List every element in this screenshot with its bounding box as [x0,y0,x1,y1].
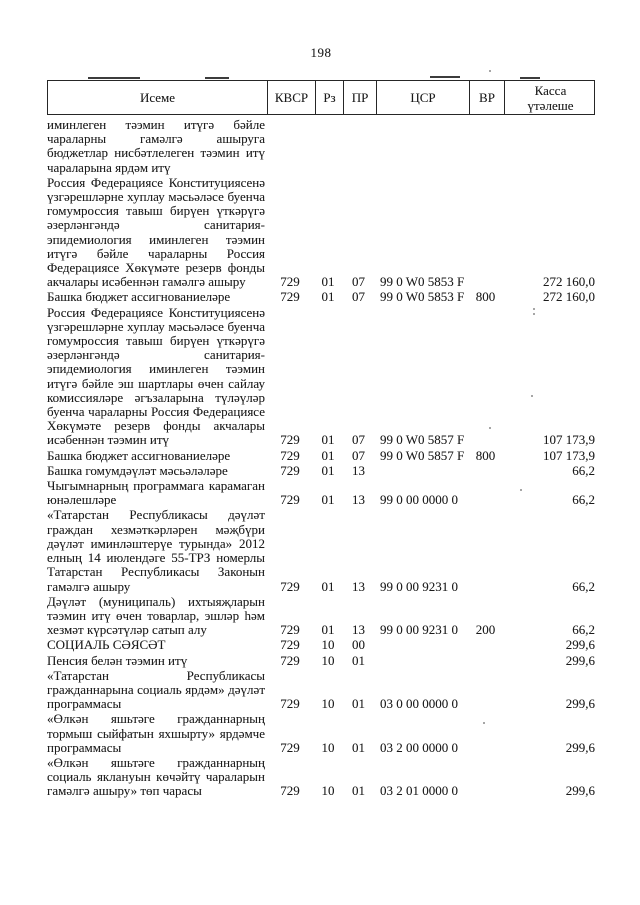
table-body [47,115,595,799]
table-row [47,712,595,755]
row-csr-code: 99 0 00 9231 0 [380,622,458,638]
row-vr-code [468,652,503,653]
row-vr-code [468,710,503,711]
row-pr-code: 07 [352,447,365,463]
table-row [47,464,595,478]
row-vr-code [468,174,503,175]
col-header-csr: ЦСР [376,81,469,114]
table-row [47,654,595,668]
row-kassa-value: 299,6 [565,783,595,799]
row-kvsr-code: 729 [280,578,300,594]
row-rz-code [314,174,342,175]
table-row [47,118,595,175]
row-name: Башка бюджет ассигнованиеләре [47,447,231,463]
row-kassa-value: 66,2 [572,462,595,478]
scan-dash [430,76,460,78]
row-pr-code: 07 [352,274,365,290]
row-pr-code: 13 [352,622,365,638]
row-name: Башка бюджет ассигнованиеләре [47,289,231,305]
row-kvsr-code: 729 [280,289,300,305]
row-kassa-value: 107 173,9 [543,432,595,448]
row-vr-code [468,593,503,594]
col-header-kvsr: КВСР [267,81,315,114]
table-row [47,290,595,304]
row-name: Дәүләт (муниципаль) ихтыяҗларын тәэмин итү өчен товарлар, эшләр һәм хезмәт күрсәтүләр сатып алу [47,593,265,638]
row-pr-code: 07 [352,289,365,305]
row-vr-code [468,754,503,755]
row-pr-code: 01 [352,783,365,799]
table-row [47,306,595,448]
row-name: Башка гомумдәүләт мәсьәләләре [47,462,228,478]
scan-dash [205,77,229,79]
row-kvsr-code: 729 [280,462,300,478]
row-rz-code: 10 [321,739,335,755]
table-row [47,449,595,463]
row-kvsr-code [266,174,314,175]
row-kassa-value: 299,6 [565,637,595,653]
row-rz-code: 01 [321,289,335,305]
row-kvsr-code: 729 [280,622,300,638]
row-kassa-value: 66,2 [572,492,595,508]
row-name: Россия Федерациясе Конституциясенә үзгәрешләрне хуплау мәсьәләсе буенча гомумроссия тавыш бирүен үткәрүгә әзерләнгәндә санитария-эпидемиология иминлеген тәэмин итүгә бәйле чараларны Россия Федерациясе Хөкүмәте резерв фонды акчалары исәбеннән гамәлгә ашыру [47,174,265,290]
row-kassa-value: 299,6 [565,652,595,668]
row-vr-code [468,477,503,478]
row-csr-code: 99 0 00 0000 0 [380,492,458,508]
row-csr-code [375,174,468,175]
row-pr-code: 13 [352,578,365,594]
table-row [47,176,595,290]
table-row [47,669,595,712]
row-pr-code: 07 [352,432,365,448]
budget-table [47,80,595,800]
row-kassa-value: 299,6 [565,739,595,755]
col-header-kassa: Касса үтәлеше [504,81,596,114]
row-name: Чыгымнарның программага карамаган юнәлешләре [47,478,265,508]
row-pr-code: 13 [352,492,365,508]
row-kvsr-code: 729 [280,274,300,290]
row-kvsr-code: 729 [280,447,300,463]
col-header-rz: Рз [315,81,343,114]
row-csr-code: 99 0 W0 5853 F [380,274,465,290]
row-vr-code [468,506,503,507]
row-rz-code: 01 [321,274,335,290]
col-header-vr: ВР [469,81,504,114]
row-kassa-value: 66,2 [572,622,595,638]
row-kvsr-code: 729 [280,739,300,755]
col-header-name: Исеме [139,90,176,105]
row-pr-code [342,174,375,175]
row-kassa-value: 272 160,0 [543,289,595,305]
row-kassa-value: 107 173,9 [543,447,595,463]
row-kassa-value: 66,2 [572,578,595,594]
row-kassa-value: 299,6 [565,696,595,712]
row-rz-code: 01 [321,432,335,448]
row-vr-code [468,667,503,668]
row-csr-code: 99 0 W0 5857 F [380,447,465,463]
row-pr-code: 01 [352,739,365,755]
scan-speck [489,70,491,72]
row-kvsr-code: 729 [280,783,300,799]
row-csr-code: 99 0 00 9231 0 [380,578,458,594]
row-csr-code: 99 0 W0 5857 F [380,432,465,448]
row-name: «Өлкән яшьтәге гражданнарның тормыш сыйфатын яхшырту» ярдәмче программасы [47,711,265,755]
table-row [47,479,595,507]
table-row [47,508,595,593]
row-csr-code: 03 0 00 0000 0 [380,696,458,712]
table-row [47,756,595,799]
col-header-pr: ПР [343,81,376,114]
row-kassa-value: 272 160,0 [543,274,595,290]
row-name: «Татарстан Республикасы дәүләт граждан хезмәткәрләрен мәҗбүри дәүләт иминләштерүе турында» 2012 елның 14 июлендәге 55-ТРЗ номерлы Татарстан Республикасы Законын гамәлгә ашыру [47,507,265,594]
row-kvsr-code: 729 [280,637,300,653]
row-kvsr-code: 729 [280,696,300,712]
row-name: «Өлкән яшьтәге гражданнарның социаль яклануын көчәйтү чараларын гамәлгә ашыру» төп чарасы [47,754,265,799]
row-kvsr-code: 729 [280,432,300,448]
row-name: иминлеген тәэмин итүгә бәйле чараларны гамәлгә ашыруга бюджетлар нисбәтлелеген тәэмин итү чараларына ярдәм итү [47,117,265,175]
table-row [47,638,595,652]
row-rz-code: 01 [321,462,335,478]
row-rz-code: 10 [321,783,335,799]
row-rz-code: 01 [321,622,335,638]
scan-dash [88,77,140,79]
row-csr-code: 03 2 01 0000 0 [380,783,458,799]
row-rz-code: 10 [321,637,335,653]
row-pr-code: 01 [352,696,365,712]
table-header-row [47,80,595,115]
row-rz-code: 10 [321,696,335,712]
row-csr-code [375,652,468,653]
row-csr-code: 99 0 W0 5853 F [380,289,465,305]
row-rz-code: 01 [321,492,335,508]
row-name: СОЦИАЛЬ СӘЯСӘТ [47,637,166,653]
row-name: Россия Федерациясе Конституциясенә үзгәрешләрне хуплау мәсьәләсе буенча гомумроссия тавыш бирүен үткәрүгә әзерләнгәндә санитария-эпидемиология иминлеген тәэмин итүгә бәйле эш шартлары өчен сайлау комиссияләре әгъзаларына түләүләр буенча чараларны Россия Федерациясе Хөкүмәте резерв фонды акчалары исәбеннән тәэмин итү [47,304,265,448]
row-pr-code: 13 [352,462,365,478]
row-rz-code: 01 [321,578,335,594]
row-pr-code: 00 [352,637,365,653]
row-pr-code: 01 [352,652,365,668]
row-vr-code: 200 [475,622,496,638]
row-rz-code: 01 [321,447,335,463]
row-kvsr-code: 729 [280,492,300,508]
row-csr-code [375,477,468,478]
scan-dash [520,77,540,79]
row-kvsr-code: 729 [280,652,300,668]
row-csr-code [375,667,468,668]
row-vr-code [468,798,503,799]
row-name: Пенсия белән тәэмин итү [47,652,188,668]
row-rz-code: 10 [321,652,335,668]
row-name: «Татарстан Республикасы гражданнарына социаль ярдәм» дәүләт программасы [47,667,265,712]
page-number: 198 [310,45,332,60]
row-vr-code: 800 [475,289,496,305]
row-csr-code: 03 2 00 0000 0 [380,739,458,755]
row-vr-code: 800 [475,447,496,463]
table-row [47,595,595,638]
row-kassa-value [503,174,595,175]
